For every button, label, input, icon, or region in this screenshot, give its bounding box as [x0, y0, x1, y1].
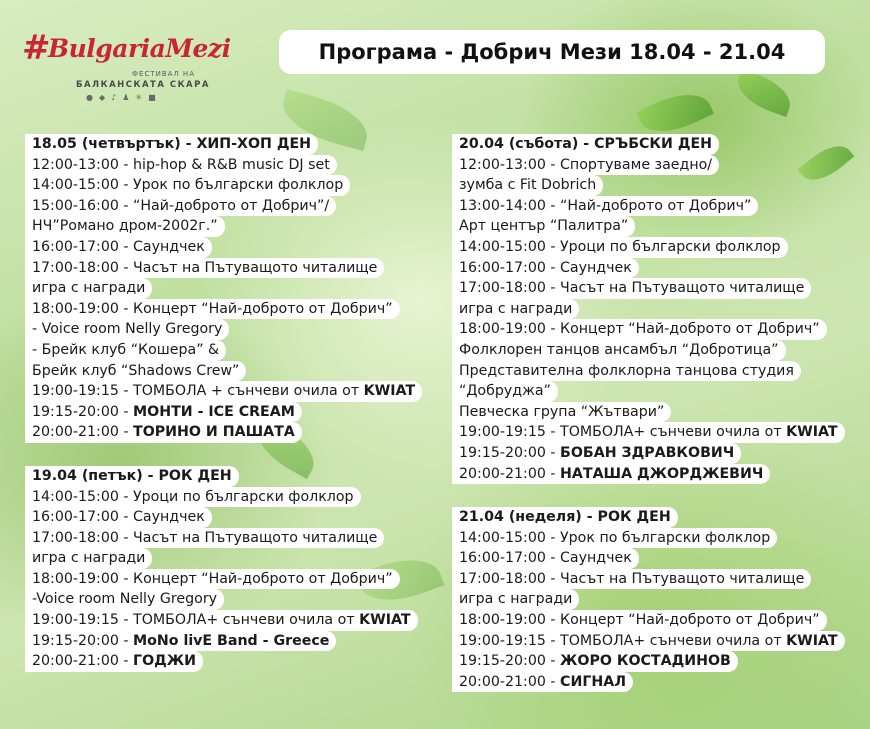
- schedule-text: 12:00-13:00 - hip-hop & R&B music DJ set: [32, 156, 330, 173]
- schedule-text: 17:00-18:00 - Часът на Пътуващото читалище: [32, 259, 378, 276]
- schedule-line: [25, 569, 400, 590]
- schedule-text: 20:00-21:00 -: [459, 673, 561, 690]
- schedule-text: 16:00-17:00 - Саундчек: [32, 238, 205, 255]
- schedule-column-right: [452, 134, 845, 692]
- schedule-text: 17:00-18:00 - Часът на Пътуващото читалище: [32, 529, 378, 546]
- schedule-line: [452, 651, 738, 672]
- cheese-icon: ◆: [98, 93, 112, 102]
- schedule-text: - Брейк клуб “Кошера” &: [32, 341, 220, 358]
- meat-icon: ●: [86, 93, 99, 102]
- background-leaf: [732, 69, 797, 117]
- schedule-line: [452, 216, 635, 237]
- day-heading: 19.04 (петък) - РОК ДЕН: [25, 466, 239, 487]
- schedule-line: [452, 443, 741, 464]
- schedule-text: 19:00-19:15 - ТОМБОЛА+ сънчеви очила от: [459, 424, 787, 441]
- schedule-text: 13:00-14:00 - “Най-доброто от Добрич”: [459, 197, 752, 214]
- performer-name: KWIAT: [363, 383, 416, 400]
- schedule-line: [452, 278, 811, 299]
- performer-name: KWIAT: [786, 632, 838, 649]
- schedule-line: [452, 402, 671, 423]
- schedule-line: [25, 216, 225, 237]
- schedule-text: 19:15-20:00 -: [32, 632, 134, 649]
- day-heading: 18.05 (четвъртък) - ХИП-ХОП ДЕН: [25, 134, 318, 155]
- schedule-text: 19:00-19:15 - ТОМБОЛА+ сънчеви очила от: [32, 612, 360, 629]
- schedule-line: [452, 672, 633, 693]
- performer-name: ТОРИНО И ПАШАТА: [133, 424, 295, 441]
- schedule-line: [452, 464, 770, 485]
- performer-name: KWIAT: [359, 612, 411, 629]
- festival-logo: [20, 24, 230, 104]
- schedule-line: [25, 589, 224, 610]
- schedule-text: 20:00-21:00 -: [459, 465, 561, 482]
- schedule-text: 14:00-15:00 - Урок по български фолклор: [459, 529, 771, 546]
- day-schedule: [452, 528, 845, 693]
- schedule-line: [25, 196, 336, 217]
- day-heading: 21.04 (неделя) - РОК ДЕН: [452, 507, 678, 528]
- performer-name: ГОДЖИ: [133, 653, 197, 670]
- schedule-line: [25, 631, 336, 652]
- schedule-text: 16:00-17:00 - Саундчек: [459, 259, 632, 276]
- schedule-line: [452, 610, 827, 631]
- schedule-line: [25, 487, 361, 508]
- performer-name: MoNo livE Band - Greece: [133, 632, 330, 649]
- schedule-line: [25, 299, 400, 320]
- schedule-text: игра с награди: [32, 280, 146, 297]
- performer-name: ЖОРО КОСТАДИНОВ: [560, 653, 731, 670]
- schedule-text: 16:00-17:00 - Саундчек: [459, 550, 632, 567]
- performer-name: НАТАША ДЖОРДЖЕВИЧ: [560, 465, 764, 482]
- schedule-text: игра с награди: [459, 300, 573, 317]
- schedule-text: 19:00-19:15 - ТОМБОЛА + сънчеви очила от: [32, 383, 364, 400]
- logo-subtitle: ФЕСТИВАЛ НА: [132, 70, 195, 78]
- schedule-line: [25, 319, 229, 340]
- schedule-text: 18:00-19:00 - Концерт “Най-доброто от Добрич”: [32, 570, 393, 587]
- schedule-text: - Voice room Nelly Gregory: [32, 321, 223, 338]
- schedule-text: зумба с Fit Dobrich: [459, 177, 597, 194]
- schedule-line: [25, 651, 203, 672]
- schedule-text: 14:00-15:00 - Урок по български фолклор: [32, 177, 344, 194]
- logo-subtitle-main: БАЛКАНСКАТА СКАРА: [76, 80, 210, 90]
- logo-hash: #: [22, 28, 51, 68]
- logo-icons: [86, 93, 162, 102]
- schedule-line: [25, 237, 212, 258]
- schedule-line: [452, 381, 558, 402]
- day-heading: 20.04 (събота) - СРЪБСКИ ДЕН: [452, 134, 719, 155]
- schedule-text: 20:00-21:00 -: [32, 424, 134, 441]
- day-schedule: [25, 487, 418, 672]
- wine-icon: ♟: [122, 93, 136, 102]
- schedule-line: [25, 340, 226, 361]
- schedule-line: [25, 361, 246, 382]
- schedule-text: 12:00-13:00 - Спортуваме заедно/: [459, 156, 713, 173]
- schedule-text: 19:15-20:00 -: [459, 653, 561, 670]
- music-icon: ♪: [111, 93, 123, 102]
- schedule-text: Брейк клуб “Shadows Crew”: [32, 362, 240, 379]
- schedule-column-left: [25, 134, 422, 672]
- schedule-text: 18:00-19:00 - Концерт “Най-доброто от Добрич”: [459, 321, 820, 338]
- schedule-text: Представителна фолклорна танцова студия: [459, 362, 794, 379]
- schedule-line: [25, 402, 302, 423]
- schedule-line: [452, 155, 719, 176]
- performer-name: KWIAT: [786, 424, 838, 441]
- schedule-line: [25, 528, 384, 549]
- performer-name: СИГНАЛ: [560, 673, 626, 690]
- schedule-text: 16:00-17:00 - Саундчек: [32, 509, 205, 526]
- page-title: Програма - Добрич Мези 18.04 - 21.04: [279, 30, 825, 74]
- schedule-text: Фолклорен танцов ансамбъл “Добротица”: [459, 341, 779, 358]
- logo-name: BulgariaMezi: [48, 34, 231, 63]
- schedule-text: -Voice room Nelly Gregory: [32, 591, 218, 608]
- grill-icon: ✳: [135, 93, 149, 102]
- schedule-line: [452, 361, 801, 382]
- schedule-line: [25, 381, 422, 402]
- schedule-text: 19:00-19:15 - ТОМБОЛА+ сънчеви очила от: [459, 632, 787, 649]
- schedule-line: [25, 422, 302, 443]
- schedule-text: 14:00-15:00 - Уроци по български фолклор: [459, 238, 781, 255]
- schedule-text: 17:00-18:00 - Часът на Пътуващото читалище: [459, 280, 805, 297]
- schedule-line: [452, 258, 639, 279]
- schedule-line: [25, 155, 337, 176]
- schedule-text: “Добруджа”: [459, 383, 551, 400]
- schedule-text: 15:00-16:00 - “Най-доброто от Добрич”/: [32, 197, 330, 214]
- schedule-line: [452, 340, 786, 361]
- drink-icon: ■: [148, 93, 162, 102]
- schedule-text: Певческа група “Жътвари”: [459, 403, 665, 420]
- schedule-line: [25, 507, 212, 528]
- schedule-line: [25, 278, 152, 299]
- schedule-line: [452, 319, 827, 340]
- schedule-line: [452, 631, 845, 652]
- schedule-text: игра с награди: [459, 591, 573, 608]
- schedule-text: НЧ”Романо дром-2002г.”: [32, 218, 218, 235]
- performer-name: БОБАН ЗДРАВКОВИЧ: [560, 444, 735, 461]
- schedule-line: [452, 548, 639, 569]
- schedule-line: [452, 237, 788, 258]
- schedule-line: [452, 569, 811, 590]
- day-schedule: [25, 155, 422, 443]
- schedule-line: [25, 258, 384, 279]
- schedule-line: [452, 196, 758, 217]
- schedule-line: [452, 299, 579, 320]
- schedule-text: 19:15-20:00 -: [459, 444, 561, 461]
- schedule-line: [452, 589, 579, 610]
- schedule-text: 20:00-21:00 -: [32, 653, 134, 670]
- schedule-text: 14:00-15:00 - Уроци по български фолклор: [32, 488, 354, 505]
- schedule-text: 17:00-18:00 - Часът на Пътуващото читалище: [459, 570, 805, 587]
- day-schedule: [452, 155, 845, 485]
- schedule-line: [25, 610, 418, 631]
- schedule-text: игра с награди: [32, 550, 146, 567]
- schedule-line: [452, 422, 845, 443]
- schedule-line: [25, 548, 152, 569]
- schedule-text: 19:15-20:00 -: [32, 403, 134, 420]
- schedule-line: [452, 528, 777, 549]
- schedule-text: 18:00-19:00 - Концерт “Най-доброто от Добрич”: [459, 612, 820, 629]
- schedule-text: Арт център “Палитра”: [459, 218, 629, 235]
- schedule-line: [25, 175, 350, 196]
- schedule-line: [452, 175, 603, 196]
- schedule-text: 18:00-19:00 - Концерт “Най-доброто от Добрич”: [32, 300, 393, 317]
- performer-name: МОНТИ - ICE CREAM: [133, 403, 295, 420]
